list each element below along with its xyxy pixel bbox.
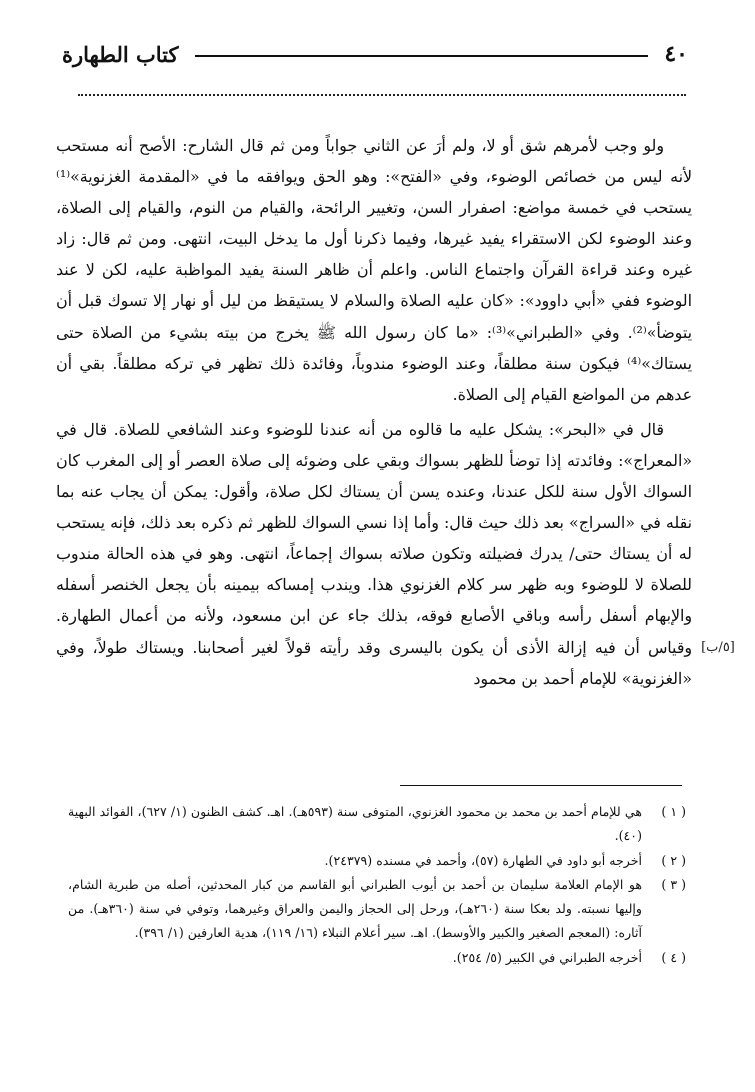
footnote-number: ( ٢ ) bbox=[661, 852, 686, 868]
main-text bbox=[56, 130, 692, 698]
footnotes bbox=[68, 800, 686, 970]
footnote-number: ( ٣ ) bbox=[661, 876, 686, 892]
paragraph-2: قال في «البحر»: يشكل عليه ما قالوه من أنه عندنا للوضوء وعند الشافعي للصلاة. قال في «المعراج»: وفائدته إذا توضأ للظهر بسواك وبقي على وضوئه إلى صلاة العصر أو إلى المغرب كان السواك الأول سنة للكل عندنا، وعنده يسن أن يستاك لكل صلاة، وأقول: يمكن أن يجاب عنه بما نقله في «السراج» بعد ذلك حيث قال: وأما إذا نسي السواك للظهر ثم ذكره بعد ذلك، فإنه يستحب له أن يستاك حتى/ يدرك فضيلته وتكون صلاته بسواك إجماعاً، انتهى. وهو في هذه الحالة مندوب للصلاة لا للوضوء وبه ظهر سر كلام الغزنوي هذا. ويندب إمساكه بيمينه بأن يجعل الخنصر أسفله والإبهام أسفل رأسه وباقي الأصابع فوقه، بذلك جاء عن ابن مسعود، ولأنه من أعمال الطهارة. وقياس أن فيه إزالة الأذى أن يكون باليسرى وقد رأيته قولاً لغير أصحابنا. ويستاك طولاً، وفي «الغزنوية» للإمام أحمد بن محمود bbox=[56, 419, 692, 688]
footnote-text: هي للإمام أحمد بن محمد بن محمود الغزنوي، المتوفى سنة (٥٩٣هـ). اهـ. كشف الظنون (١/ ٦٢٧)، الفوائد البهية (٤٠). bbox=[68, 804, 642, 844]
footnote-text: هو الإمام العلامة سليمان بن أحمد بن أيوب الطبراني أبو القاسم من كبار المحدثين، أصله من طبرية الشام، وإليها نسبته. ولد بعكا سنة (٢٦٠هـ)، ورحل إلى الحجاز واليمن والعراق وغيرهما، وتوفي في سنة (٣٦٠هـ). من آثاره: (المعجم الصغير والكبير والأوسط). اهـ. سير أعلام النبلاء (١٦/ ١١٩)، هدية العارفين (١/ ٣٩٦). bbox=[68, 876, 642, 941]
footnote-1 bbox=[68, 800, 686, 849]
footnote-number: ( ١ ) bbox=[661, 804, 686, 819]
manuscript-folio-note: [٥/ب] bbox=[701, 640, 735, 655]
footnote-rule bbox=[400, 785, 682, 786]
paragraph-1: ولو وجب لأمرهم شق أو لا، ولم أرَ عن الثاني جواباً ومن ثم قال الشارح: الأصح أنه مستحب لأنه ليس من خصائص الوضوء، وفي «الفتح»: وهو الحق ويوافقه ما في «المقدمة الغزنوية»⁽¹⁾ يستحب في خمسة مواضع: اصفرار السن، وتغيير الرائحة، والقيام من النوم، والقيام إلى الصلاة، وعند الوضوء لكن الاستقراء يفيد غيرها، وفيما ذكرنا أول ما يدخل البيت، انتهى. ومن ثم قال: زاد غيره وعند قراءة القرآن واجتماع الناس. واعلم أن ظاهر السنة يفيد المواظبة عليه، لكن لا عند الوضوء ففي «أبي داوود»: «كان عليه الصلاة والسلام لا يستيقظ من ليل أو نهار إلا تسوك قبل أن يتوضأ»⁽²⁾. وفي «الطبراني»⁽³⁾: «ما كان رسول الله ﷺ يخرج من بيته بشيء من الصلاة حتى يستاك»⁽⁴⁾ فيكون سنة مطلقاً، وعند الوضوء مندوباً، وفائدة ذلك تظهر في تركه مطلقاً. بقي أن عدهم من المواضع القيام إلى الصلاة. bbox=[56, 136, 692, 404]
chapter-title: كتاب الطهارة bbox=[62, 41, 179, 67]
header-rule bbox=[195, 55, 649, 57]
footnote-2 bbox=[68, 849, 686, 873]
footnote-3 bbox=[68, 873, 686, 946]
dotted-separator bbox=[78, 94, 686, 98]
footnote-text: أخرجه أبو داود في الطهارة (٥٧)، وأحمد في مسنده (٢٤٣٧٩). bbox=[324, 852, 642, 868]
footnote-text: أخرجه الطبراني في الكبير (٥/ ٢٥٤). bbox=[452, 949, 642, 965]
page-number: ٤٠ bbox=[664, 41, 688, 67]
footnote-4 bbox=[68, 946, 686, 970]
footnote-number: ( ٤ ) bbox=[661, 949, 686, 965]
running-header bbox=[62, 36, 688, 72]
